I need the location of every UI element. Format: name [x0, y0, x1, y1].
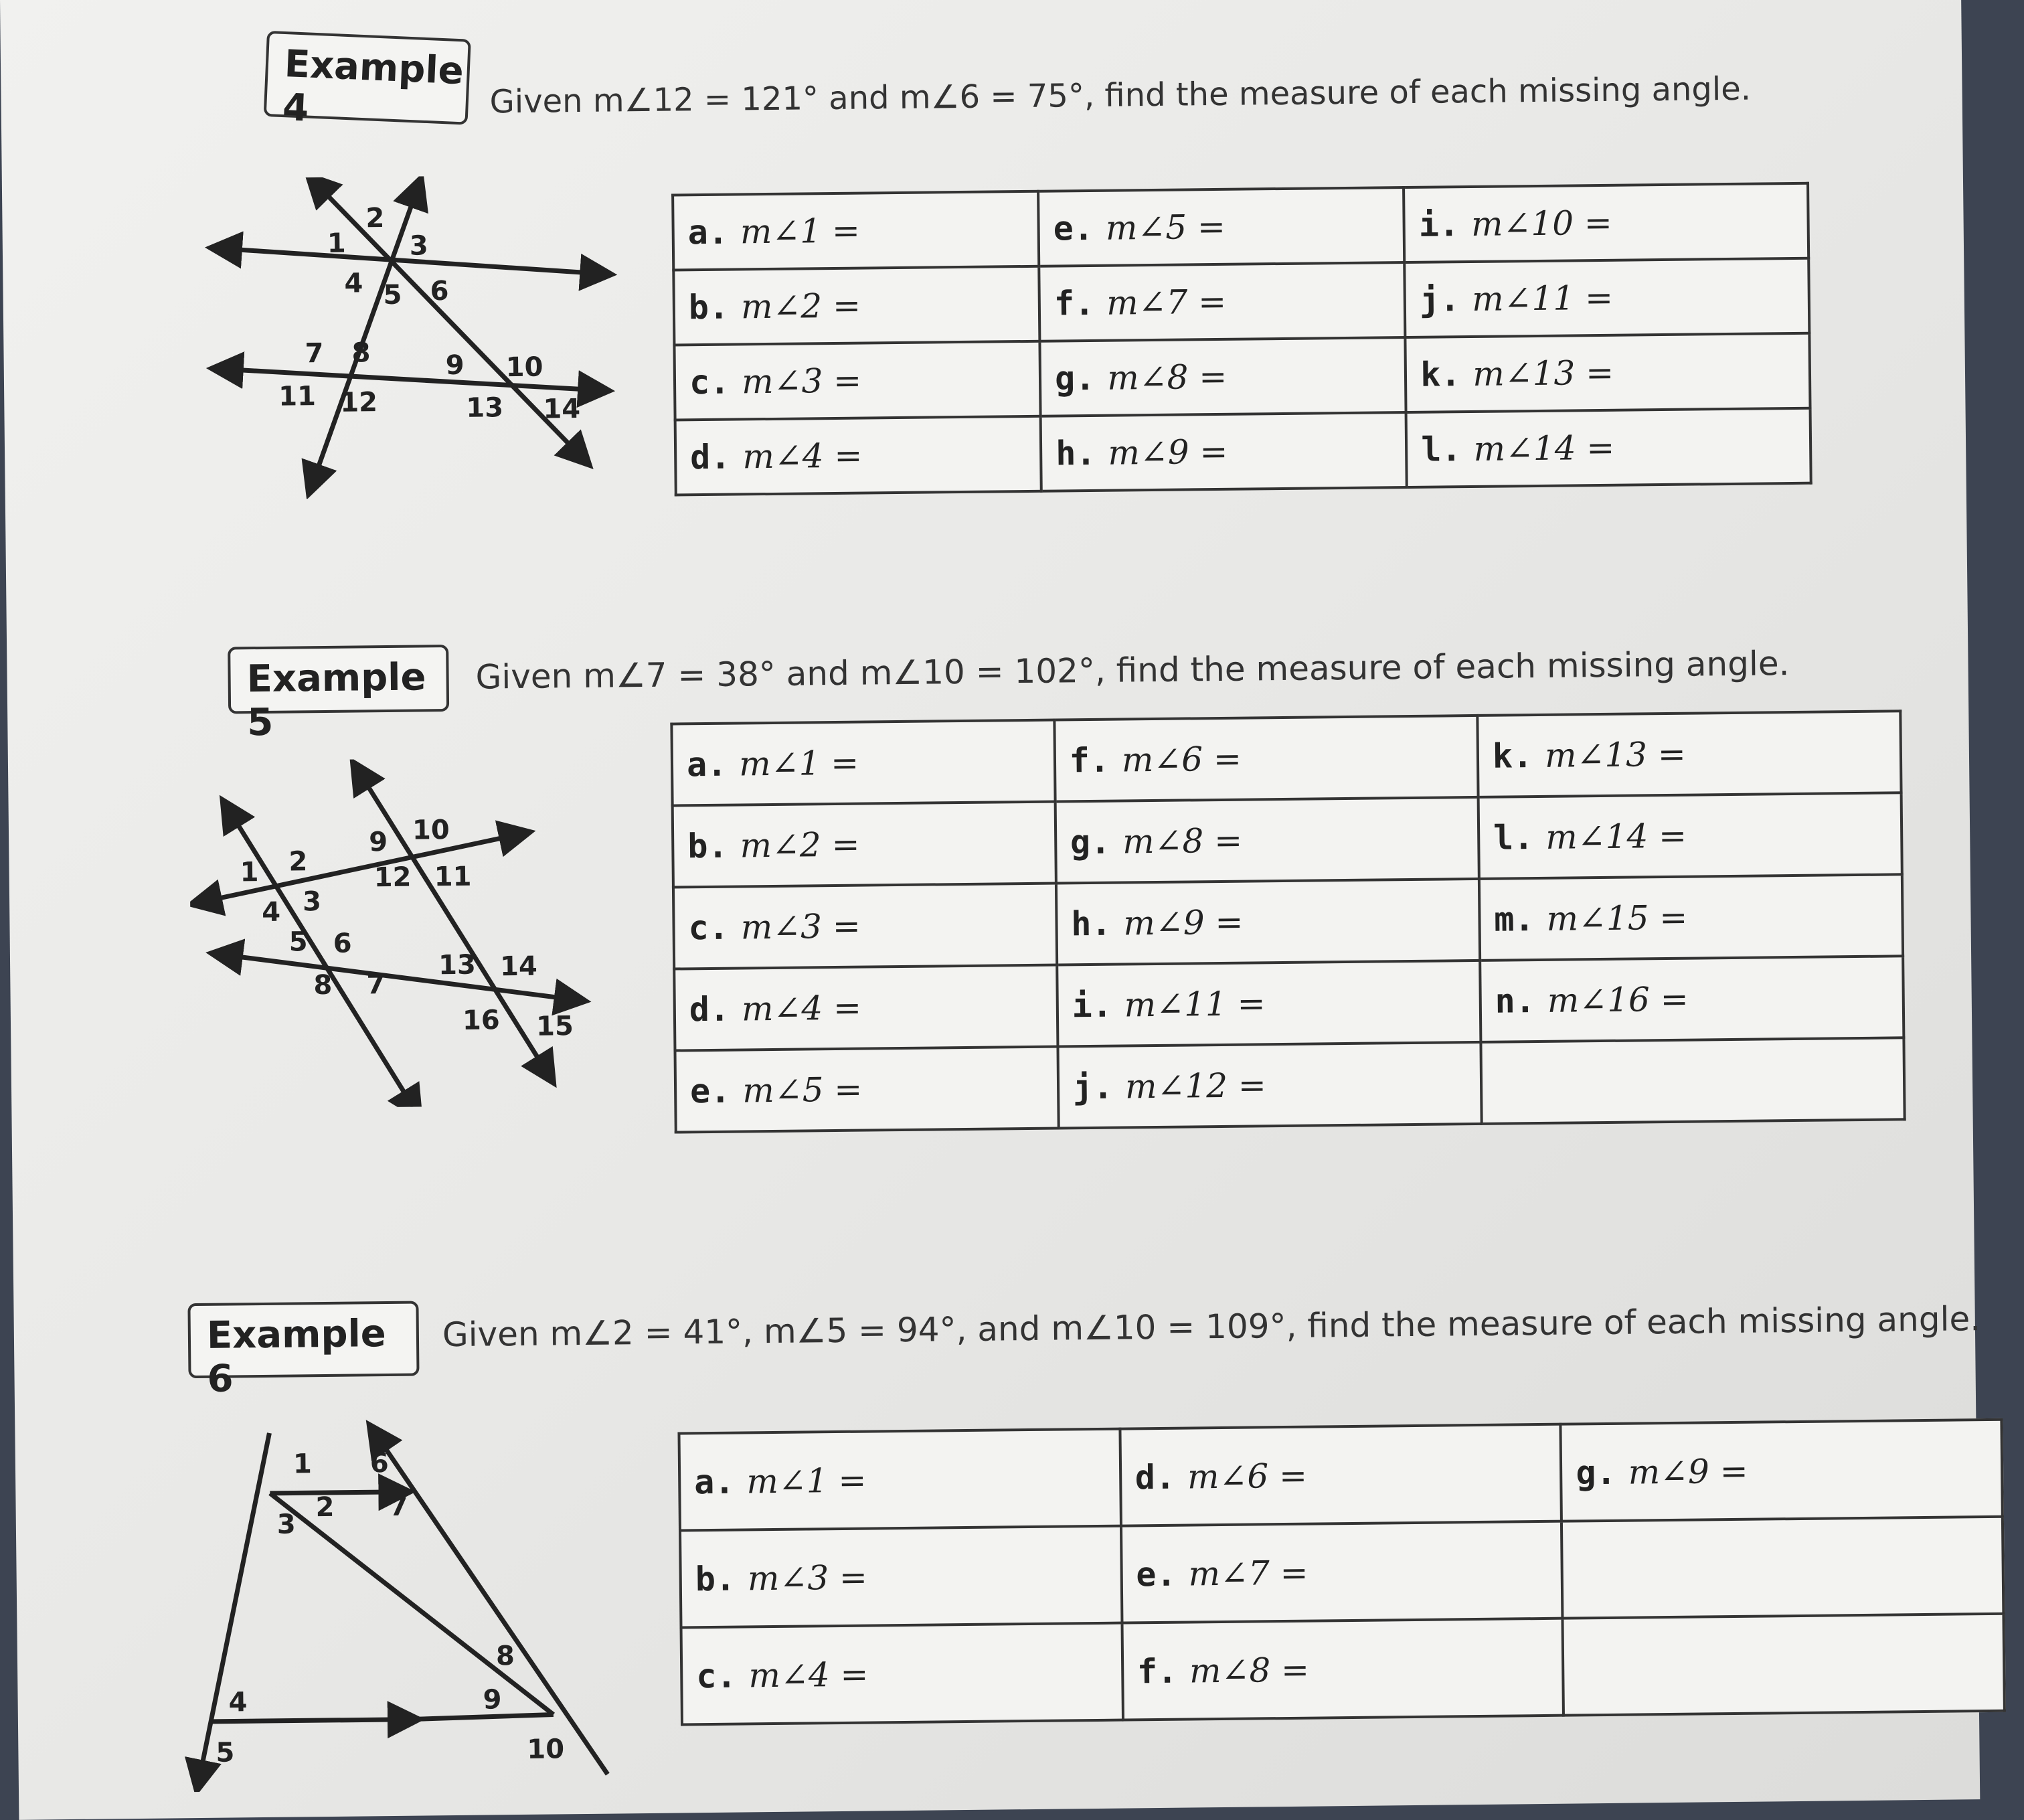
- angle-expression: m∠4 =: [741, 988, 862, 1029]
- fig4-label-7: 7: [305, 337, 324, 369]
- answer-cell[interactable]: [675, 1047, 1058, 1133]
- item-letter: [1577, 1550, 1578, 1589]
- example-6-answer-table: [677, 1418, 2005, 1726]
- angle-expression: m∠6 =: [1187, 1456, 1308, 1497]
- fig5-label-14: 14: [499, 950, 538, 983]
- item-letter: e.: [689, 1071, 731, 1111]
- answer-cell[interactable]: [1480, 956, 1904, 1042]
- fig4-label-8: 8: [351, 337, 371, 369]
- item-letter: j.: [1072, 1067, 1114, 1107]
- answer-cell[interactable]: [1039, 262, 1405, 341]
- angle-expression: m∠10 =: [1470, 203, 1613, 244]
- item-letter: c.: [695, 1656, 737, 1695]
- fig4-label-10: 10: [505, 351, 543, 384]
- fig5-label-8: 8: [313, 969, 333, 1001]
- fig4-label-1: 1: [327, 228, 346, 259]
- answer-cell[interactable]: [1058, 1042, 1481, 1129]
- item-letter: g.: [1054, 358, 1096, 398]
- fig5-label-12: 12: [373, 861, 412, 894]
- item-letter: j.: [1419, 280, 1460, 319]
- fig5-label-13: 13: [438, 949, 477, 981]
- item-letter: g.: [1070, 822, 1111, 862]
- fig5-label-10: 10: [412, 815, 450, 846]
- fig6-label-8: 8: [495, 1641, 515, 1672]
- item-letter: f.: [1069, 740, 1110, 780]
- answer-cell[interactable]: [680, 1526, 1122, 1628]
- answer-row: [680, 1517, 2003, 1628]
- example-6-figure: [175, 1412, 635, 1792]
- example-5-figure: [189, 756, 620, 1109]
- fig4-label-9: 9: [445, 349, 465, 382]
- angle-expression: m∠4 =: [742, 436, 863, 477]
- answer-cell[interactable]: [673, 884, 1057, 969]
- answer-row: [671, 711, 1901, 805]
- answer-cell[interactable]: [1055, 797, 1479, 884]
- example-6-label: Example 6: [187, 1301, 419, 1379]
- angle-expression: m∠5 =: [742, 1070, 863, 1110]
- example-4-prompt: Given m∠12 = 121° and m∠6 = 75°, find the measure of each missing angle.: [489, 70, 1752, 121]
- answer-cell[interactable]: [673, 266, 1039, 345]
- item-letter: l.: [1493, 818, 1534, 857]
- example-4-label: Example 4: [264, 31, 471, 125]
- item-letter: k.: [1420, 355, 1461, 394]
- angle-expression: m∠5 =: [1105, 207, 1226, 248]
- fig5-label-15: 15: [535, 1011, 574, 1042]
- angle-expression: m∠14 =: [1473, 428, 1615, 469]
- angle-expression: m∠8 =: [1107, 357, 1228, 398]
- angle-expression: m∠1 =: [740, 211, 861, 252]
- fig5-label-16: 16: [462, 1005, 500, 1036]
- angle-expression: m∠9 =: [1108, 432, 1228, 473]
- fig4-label-2: 2: [365, 203, 385, 234]
- angle-expression: m∠7 =: [1106, 282, 1227, 323]
- fig5-label-4: 4: [262, 896, 281, 928]
- fig4-label-4: 4: [344, 268, 363, 299]
- answer-cell[interactable]: [1561, 1420, 2003, 1521]
- fig6-label-9: 9: [483, 1684, 502, 1716]
- fig6-label-5: 5: [216, 1737, 235, 1768]
- angle-expression: m∠3 =: [741, 361, 862, 402]
- example-6-prompt: Given m∠2 = 41°, m∠5 = 94°, and m∠10 = 109°, find the measure of each missing angle.: [442, 1299, 1981, 1355]
- item-letter: h.: [1070, 904, 1112, 944]
- answer-row: [674, 956, 1904, 1050]
- angle-expression: m∠13 =: [1472, 353, 1614, 394]
- angle-expression: m∠11 =: [1124, 984, 1266, 1025]
- item-letter: d.: [1134, 1457, 1176, 1497]
- answer-cell[interactable]: [671, 720, 1055, 806]
- angle-expression: m∠4 =: [748, 1655, 869, 1695]
- item-letter: l.: [1421, 430, 1462, 469]
- item-letter: n.: [1495, 981, 1536, 1021]
- item-letter: d.: [689, 437, 731, 477]
- angle-expression: m∠16 =: [1547, 979, 1689, 1020]
- answer-cell[interactable]: [674, 965, 1058, 1051]
- fig5-label-3: 3: [302, 886, 322, 918]
- angle-expression: m∠3 =: [740, 906, 861, 947]
- angle-expression: m∠11 =: [1471, 278, 1614, 319]
- answer-row: [675, 1038, 1904, 1132]
- item-letter: d.: [689, 989, 730, 1029]
- item-letter: i.: [1072, 985, 1113, 1025]
- item-letter: b.: [688, 287, 730, 327]
- answer-row: [673, 258, 1809, 345]
- fig4-label-6: 6: [430, 276, 449, 307]
- answer-cell[interactable]: [1054, 716, 1478, 802]
- fig4-label-12: 12: [340, 387, 378, 418]
- answer-cell[interactable]: [1479, 874, 1903, 961]
- angle-expression: m∠8 =: [1122, 821, 1243, 861]
- item-letter: k.: [1492, 736, 1533, 776]
- fig4-label-3: 3: [409, 230, 428, 262]
- fig6-label-7: 7: [389, 1491, 408, 1523]
- fig6-label-10: 10: [527, 1734, 565, 1765]
- answer-cell[interactable]: [1122, 1619, 1564, 1720]
- item-letter: f.: [1053, 283, 1095, 323]
- fig4-label-11: 11: [278, 381, 317, 412]
- answer-row: [673, 793, 1902, 887]
- answer-cell[interactable]: [679, 1429, 1120, 1531]
- item-letter: [1496, 1064, 1497, 1102]
- answer-cell[interactable]: [1406, 333, 1810, 412]
- item-letter: b.: [695, 1559, 736, 1598]
- angle-expression: [1589, 1550, 1590, 1589]
- answer-row: [673, 183, 1808, 270]
- fig6-label-3: 3: [276, 1509, 296, 1540]
- angle-expression: m∠1 =: [746, 1461, 867, 1501]
- angle-expression: m∠6 =: [1121, 739, 1242, 780]
- angle-expression: [1508, 1063, 1509, 1102]
- item-letter: c.: [688, 908, 730, 948]
- answer-cell[interactable]: [675, 416, 1041, 495]
- answer-cell[interactable]: [673, 802, 1056, 888]
- fig4-label-13: 13: [466, 392, 504, 424]
- fig5-label-11: 11: [434, 861, 472, 893]
- angle-expression: m∠15 =: [1546, 898, 1688, 938]
- answer-cell[interactable]: [1056, 879, 1480, 965]
- answer-cell[interactable]: [673, 191, 1039, 270]
- answer-row: [674, 333, 1810, 420]
- angle-expression: m∠2 =: [740, 286, 861, 327]
- angle-expression: m∠9 =: [1123, 902, 1244, 943]
- item-letter: h.: [1055, 433, 1096, 473]
- fig5-label-2: 2: [288, 846, 308, 878]
- answer-cell[interactable]: [1404, 183, 1808, 262]
- example-4-figure: [203, 174, 621, 499]
- answer-row: [681, 1614, 2005, 1725]
- answer-cell[interactable]: [1120, 1424, 1562, 1526]
- answer-cell[interactable]: [1478, 793, 1902, 879]
- answer-cell[interactable]: [681, 1623, 1123, 1725]
- item-letter: f.: [1136, 1651, 1178, 1691]
- fig4-label-14: 14: [543, 393, 581, 425]
- item-letter: m.: [1494, 900, 1535, 939]
- angle-expression: m∠3 =: [747, 1558, 868, 1598]
- item-letter: e.: [1053, 208, 1094, 248]
- example-5-prompt: Given m∠7 = 38° and m∠10 = 102°, find the measure of each missing angle.: [475, 644, 1790, 697]
- answer-cell[interactable]: [1406, 408, 1811, 487]
- fig5-label-6: 6: [333, 928, 352, 959]
- example-5-label: Example 5: [228, 645, 449, 714]
- angle-expression: m∠12 =: [1124, 1066, 1267, 1106]
- answer-cell[interactable]: [674, 341, 1040, 420]
- angle-expression: m∠14 =: [1545, 816, 1687, 857]
- item-letter: e.: [1136, 1554, 1177, 1594]
- answer-row: [675, 408, 1811, 495]
- fig6-label-4: 4: [228, 1687, 248, 1718]
- angle-expression: m∠9 =: [1628, 1451, 1748, 1492]
- item-letter: b.: [687, 826, 728, 866]
- answer-cell[interactable]: [1563, 1614, 2005, 1716]
- angle-expression: m∠8 =: [1189, 1650, 1310, 1691]
- fig6-label-2: 2: [315, 1491, 335, 1523]
- fig6-label-6: 6: [369, 1448, 390, 1479]
- answer-row: [673, 874, 1903, 969]
- item-letter: a.: [693, 1462, 735, 1501]
- item-letter: i.: [1418, 205, 1460, 244]
- answer-cell[interactable]: [1041, 412, 1407, 491]
- example-4-answer-table: [671, 182, 1812, 497]
- angle-expression: m∠1 =: [738, 743, 859, 784]
- fig5-label-5: 5: [288, 926, 308, 958]
- answer-cell[interactable]: [1477, 711, 1901, 797]
- answer-cell[interactable]: [1562, 1517, 2003, 1619]
- fig6-label-1: 1: [292, 1449, 313, 1480]
- fig5-label-9: 9: [368, 827, 388, 858]
- item-letter: c.: [689, 362, 730, 402]
- answer-cell[interactable]: [1481, 1038, 1904, 1124]
- item-letter: a.: [687, 212, 729, 252]
- angle-expression: m∠2 =: [740, 825, 860, 865]
- item-letter: a.: [686, 744, 728, 784]
- answer-cell[interactable]: [1057, 961, 1481, 1047]
- fig5-label-7: 7: [366, 969, 386, 1001]
- answer-row: [679, 1420, 2002, 1531]
- answer-cell[interactable]: [1404, 258, 1809, 337]
- angle-expression: m∠13 =: [1544, 734, 1687, 775]
- fig4-label-5: 5: [383, 279, 402, 311]
- angle-expression: m∠7 =: [1188, 1553, 1309, 1594]
- fig5-label-1: 1: [240, 857, 259, 888]
- answer-cell[interactable]: [1040, 337, 1406, 416]
- item-letter: g.: [1576, 1453, 1616, 1492]
- answer-cell[interactable]: [1038, 187, 1404, 266]
- answer-cell[interactable]: [1121, 1521, 1563, 1623]
- example-5-answer-table: [670, 710, 1906, 1133]
